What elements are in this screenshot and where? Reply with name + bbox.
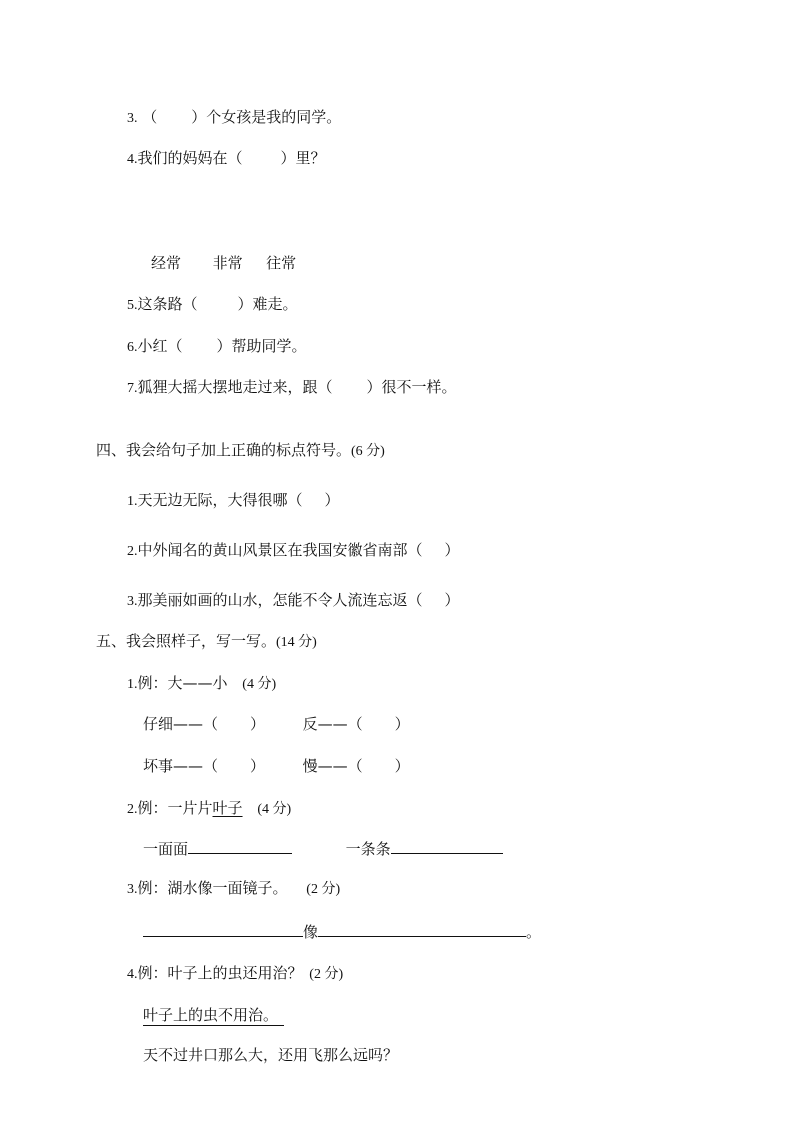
question-number: 4. [127,152,138,167]
answer-line[interactable] [188,839,292,854]
antonym-prompt: 仔细——（ [143,715,219,733]
section-4-item-2 [127,540,460,562]
section-5-q4 [127,963,343,985]
measure-word: 一条条 [345,840,391,858]
section-4-item-3 [127,590,460,612]
answer-line[interactable] [318,922,526,937]
question-text-end: ）很不一样。 [366,378,457,396]
section-5-q1 [127,673,276,695]
paren-close: ） [324,491,340,509]
section-4-item-1 [127,490,340,512]
section-title: 四、我会给句子加上正确的标点符号。 [96,441,352,459]
question-text-start: 我们的妈妈在（ [137,149,243,167]
question-number: 6. [127,340,138,355]
measure-word-row [143,839,503,859]
example-text: 例：一片片 [137,799,213,817]
antonym-prompt: 慢——（ [302,757,363,775]
example-text: 例：叶子上的虫还用治？ [137,964,303,982]
question-text-end: ）个女孩是我的同学。 [191,108,342,126]
question-text: 天无边无际，大得很哪（ [137,491,303,509]
example-answer-text: 叶子上的虫不用治。 [143,1006,284,1026]
section-4-heading [96,440,385,462]
word-bank-item: 往常 [266,254,297,272]
question-6 [127,336,307,358]
example-underlined-word: 叶子 [212,799,243,817]
question-score: (2 分) [309,967,344,982]
question-number: 3. [127,882,138,897]
paren-close: ） [444,591,460,609]
question-number: 1. [127,494,138,509]
question-score: (4 分) [257,802,292,817]
question-number: 2. [127,544,138,559]
question-text-start: 狐狸大摇大摆地走过来，跟（ [137,378,333,396]
question-number: 5. [127,298,138,313]
answer-line[interactable] [143,922,303,937]
question-text-start: （ [142,108,158,126]
section-5-q3 [127,878,340,900]
word-bank-item: 经常 [151,254,182,272]
antonym-prompt: 反——（ [302,715,363,733]
antonym-row-1 [143,714,410,734]
question-score: (2 分) [306,882,341,897]
section-score: (14 分) [276,635,317,650]
question-number: 1. [127,677,138,692]
question-number: 4. [127,967,138,982]
question-text-start: 小红（ [137,337,183,355]
question-text: 中外闻名的黄山风景区在我国安徽省南部（ [137,541,423,559]
section-5-heading [96,631,317,653]
paren-close: ） [250,715,266,733]
paren-close: ） [444,541,460,559]
question-text: 那美丽如画的山水，怎能不令人流连忘返（ [137,591,423,609]
question-number: 7. [127,381,138,396]
example-answer [143,1005,284,1025]
example-text: 例：湖水像一面镜子。 [137,879,288,897]
question-number: 3. [127,594,138,609]
antonym-row-2 [143,756,410,776]
question-text-end: ）里？ [280,149,326,167]
rewrite-prompt [143,1045,398,1065]
question-text-end: ）帮助同学。 [216,337,307,355]
question-3 [127,107,341,129]
question-score: (4 分) [242,677,277,692]
question-5 [127,294,298,316]
word-bank-item: 非常 [212,254,243,272]
measure-word: 一面面 [143,840,189,858]
word-bank [151,253,296,273]
question-text-start: 这条路（ [137,295,198,313]
question-number: 2. [127,802,138,817]
answer-line[interactable] [391,839,503,854]
paren-close: ） [250,757,266,775]
period: 。 [526,923,542,941]
simile-word: 像 [303,923,319,941]
question-text-end: ）难走。 [237,295,298,313]
section-score: (6 分) [351,444,385,459]
antonym-prompt: 坏事——（ [143,757,219,775]
section-title: 五、我会照样子，写一写。 [96,632,277,650]
paren-close: ） [394,757,410,775]
question-7 [127,377,457,399]
simile-row [143,922,541,942]
rewrite-prompt-text: 天不过井口那么大，还用飞那么远吗？ [143,1046,399,1064]
section-5-q2 [127,798,291,820]
example-text: 例：大——小 [137,674,228,692]
question-number: 3. [127,111,138,126]
paren-close: ） [394,715,410,733]
question-4 [127,148,326,170]
